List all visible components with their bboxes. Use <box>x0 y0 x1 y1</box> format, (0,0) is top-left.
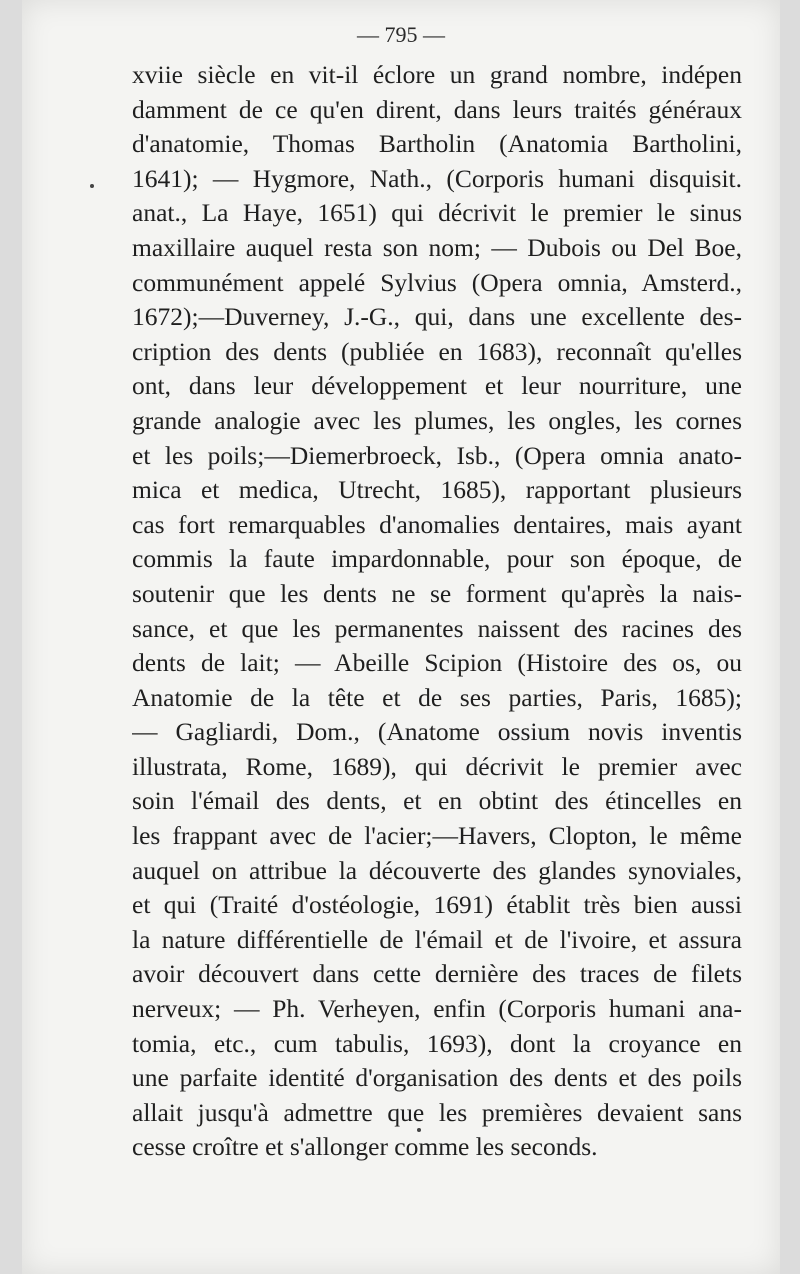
text-line: illustrata, Rome, 1689), qui décrivit le premier avec <box>132 751 742 781</box>
text-line: grande analogie avec les plumes, les ongles, les cornes <box>132 405 742 435</box>
text-line: communément appelé Sylvius (Opera omnia, Amsterd., <box>132 267 742 297</box>
text-line: allait jusqu'à admettre que les premières devaient sans <box>132 1097 742 1127</box>
text-line: cas fort remarquables d'anomalies dentaires, mais ayant <box>132 509 742 539</box>
text-line: soutenir que les dents ne se forment qu'après la nais- <box>132 578 742 608</box>
text-line: ont, dans leur développement et leur nourriture, une <box>132 371 742 401</box>
text-line: damment de ce qu'en dirent, dans leurs traités généraux <box>132 94 742 124</box>
text-line: d'anatomie, Thomas Bartholin (Anatomia Bartholini, <box>132 129 742 159</box>
text-line: dents de lait; — Abeille Scipion (Histoire des os, ou <box>132 648 742 678</box>
text-line: cription des dents (publiée en 1683), reconnaît qu'elles <box>132 336 742 366</box>
ink-speck <box>417 1128 421 1132</box>
text-line: auquel on attribue la découverte des glandes synoviales, <box>132 855 742 885</box>
text-line: nerveux; — Ph. Verheyen, enfin (Corporis humani ana- <box>132 994 742 1024</box>
text-line: — Gagliardi, Dom., (Anatome ossium novis inventis <box>132 717 742 747</box>
text-line: sance, et que les permanentes naissent des racines des <box>132 613 742 643</box>
text-line: la nature différentielle de l'émail et de l'ivoire, et assura <box>132 924 742 954</box>
text-line: les frappant avec de l'acier;—Havers, Clopton, le même <box>132 821 742 851</box>
text-line: maxillaire auquel resta son nom; — Dubois ou Del Boe, <box>132 232 742 262</box>
text-line: et les poils;—Diemerbroeck, Isb., (Opera omnia anato- <box>132 440 742 470</box>
text-line: mica et medica, Utrecht, 1685), rapportant plusieurs <box>132 475 742 505</box>
page-number: — 795 — <box>357 22 445 47</box>
text-line: 1672);—Duverney, J.-G., qui, dans une excellente des- <box>132 302 742 332</box>
text-line: avoir découvert dans cette dernière des traces de filets <box>132 959 742 989</box>
book-page <box>22 0 780 1274</box>
text-line: et qui (Traité d'ostéologie, 1691) établit très bien aussi <box>132 890 742 920</box>
text-line: tomia, etc., cum tabulis, 1693), dont la croyance en <box>132 1028 742 1058</box>
text-line: 1641); — Hygmore, Nath., (Corporis humani disquisit. <box>132 163 742 193</box>
text-line: xviie siècle en vit-il éclore un grand nombre, indépen <box>132 60 742 89</box>
text-line: soin l'émail des dents, et en obtint des étincelles en <box>132 786 742 816</box>
body-text <box>132 58 742 1165</box>
text-line: commis la faute impardonnable, pour son époque, de <box>132 544 742 574</box>
ink-speck <box>90 184 94 188</box>
text-line: une parfaite identité d'organisation des dents et des poils <box>132 1063 742 1093</box>
text-line: anat., La Haye, 1651) qui décrivit le premier le sinus <box>132 198 742 228</box>
text-line: cesse croître et s'allonger comme les seconds. <box>132 1132 598 1162</box>
text-line: Anatomie de la tête et de ses parties, Paris, 1685); <box>132 682 742 712</box>
